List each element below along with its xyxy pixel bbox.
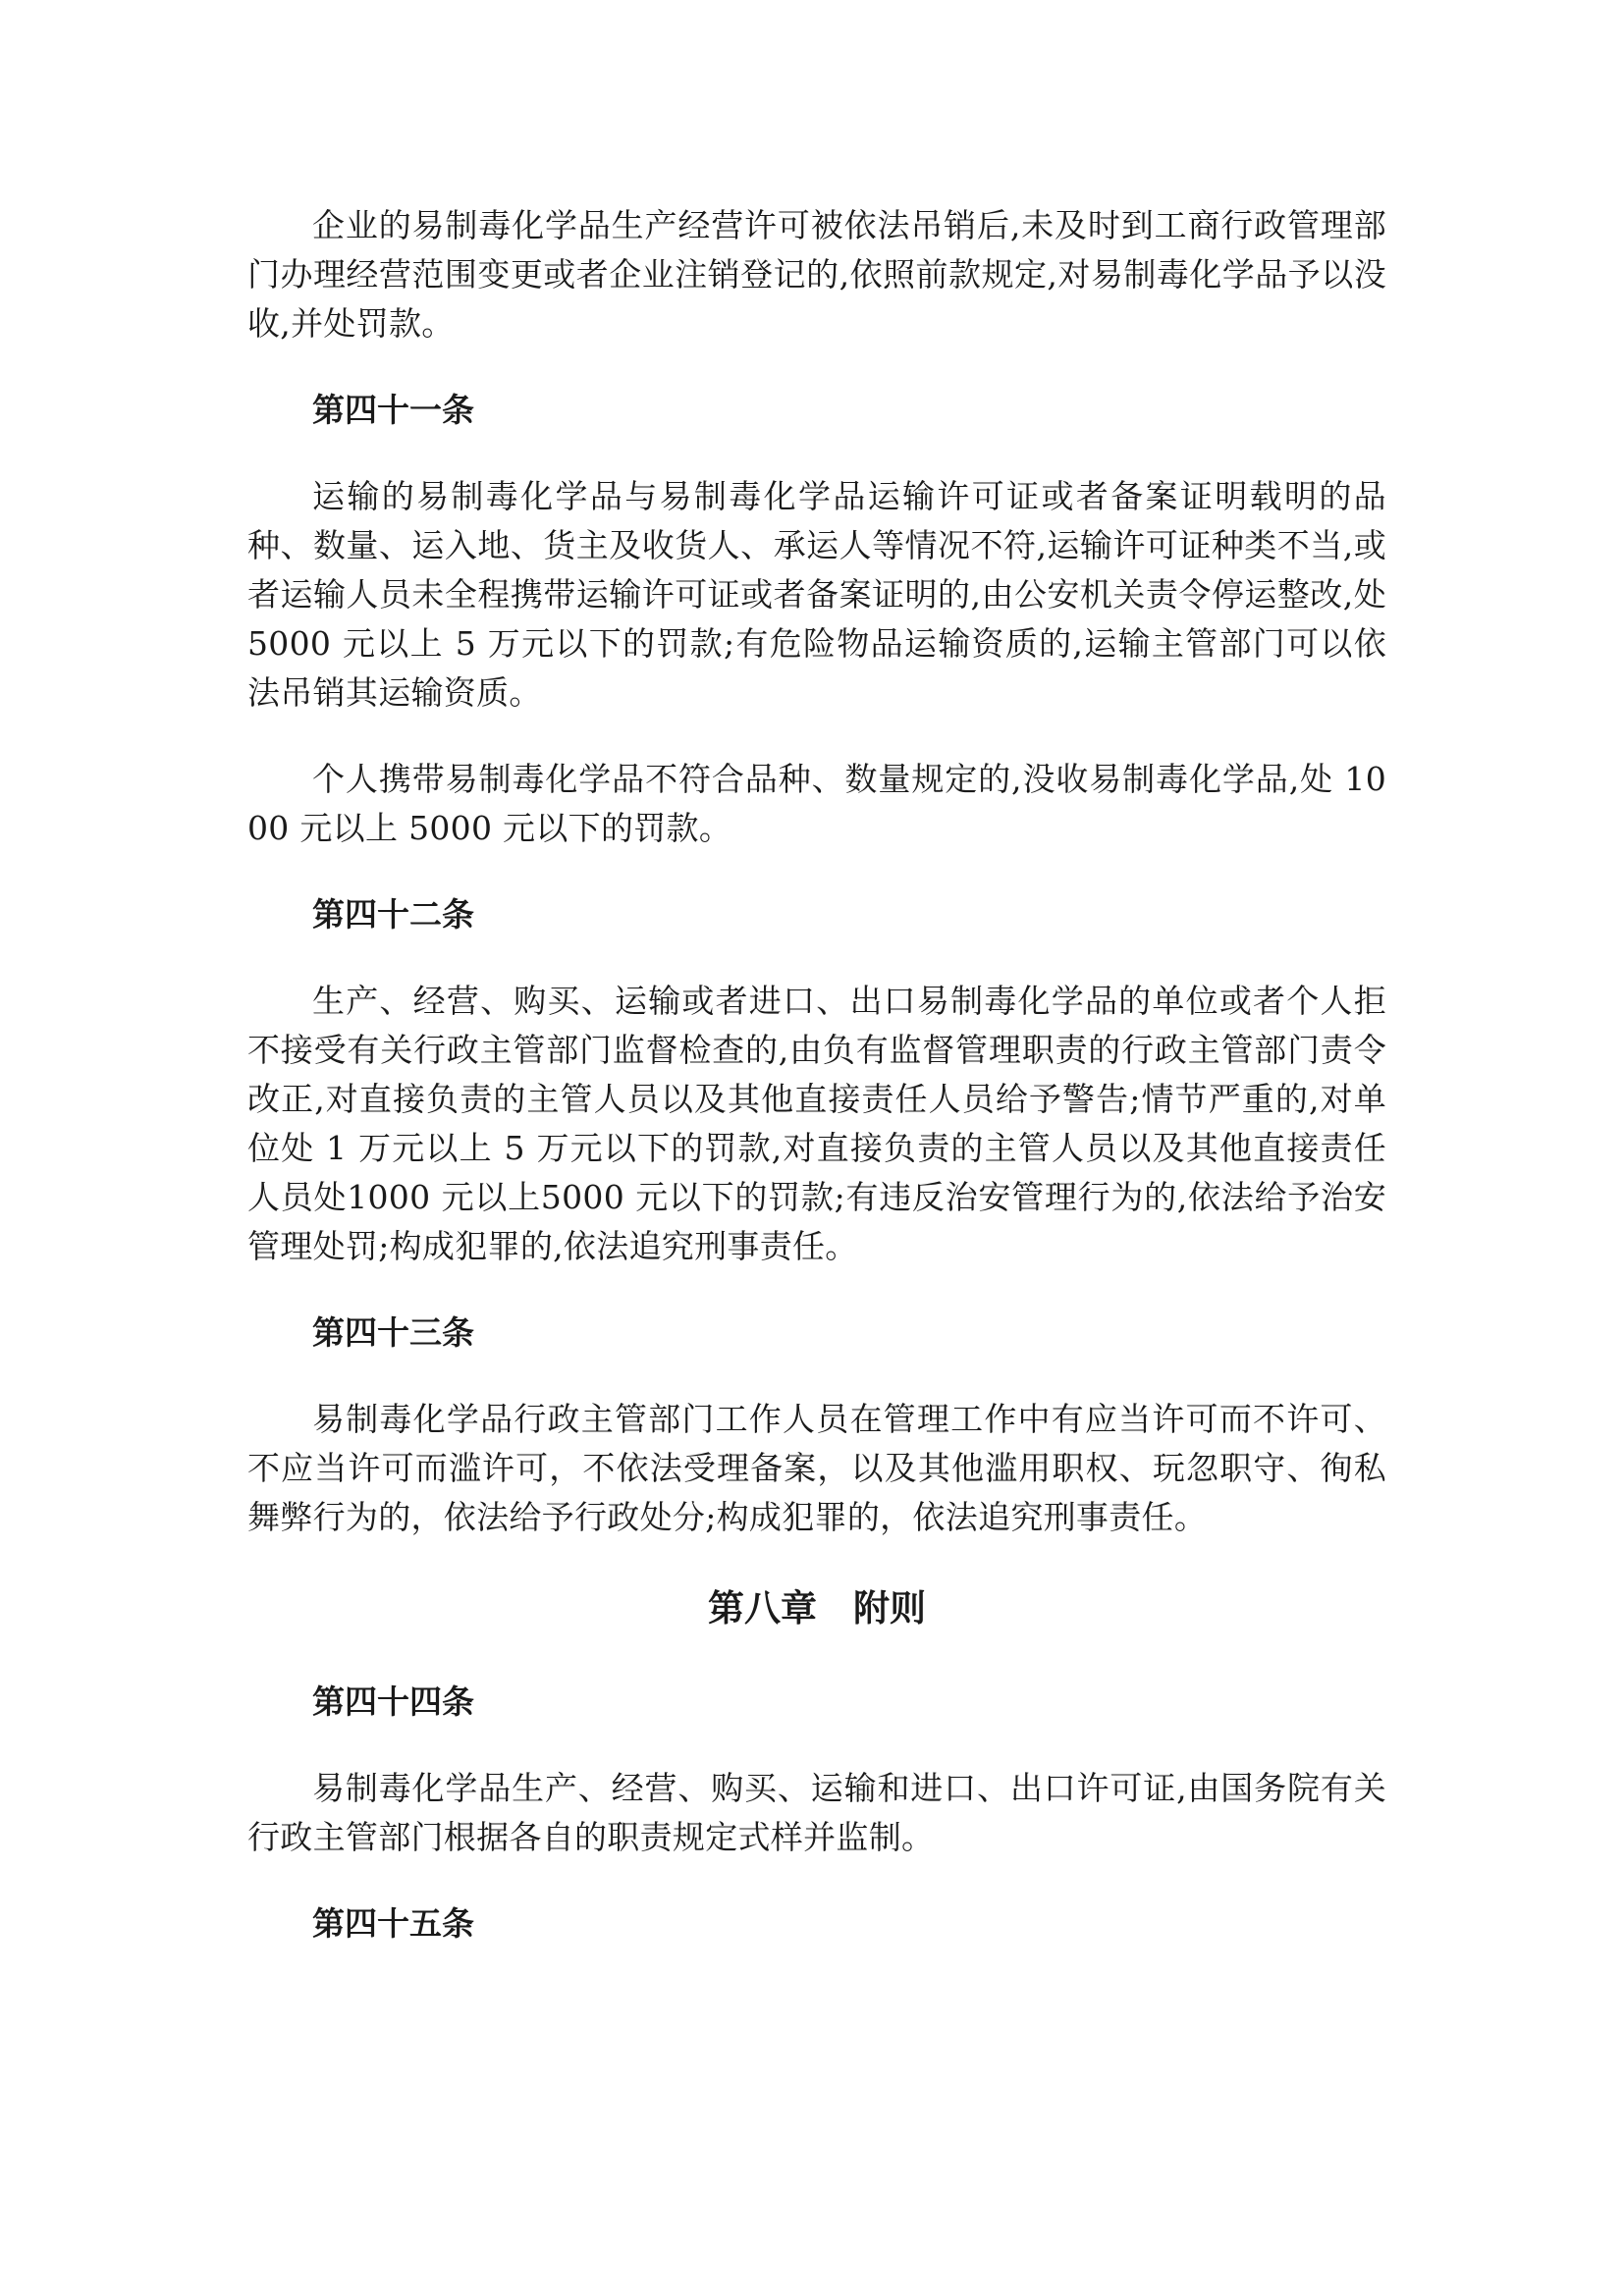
paragraph-transport-penalty: 运输的易制毒化学品与易制毒化学品运输许可证或者备案证明载明的品种、数量、运入地、货主及收货人、承运人等情况不符,运输许可证种类不当,或者运输人员未全程携带运输许可证或者备案证明的,由公安机关责令停运整改,处 5000 元以上 5 万元以下的罚款;有危险物品运输资质的,运输主管部门可以依法吊销其运输资质。 (247, 477, 1386, 712)
paragraph-revocation-penalty: 企业的易制毒化学品生产经营许可被依法吊销后,未及时到工商行政管理部门办理经营范围变更或者企业注销登记的,依照前款规定,对易制毒化学品予以没收,并处罚款。 (247, 206, 1386, 343)
paragraph-inspection-refusal-penalty: 生产、经营、购买、运输或者进口、出口易制毒化学品的单位或者个人拒不接受有关行政主管部门监督检查的,由负有监督管理职责的行政主管部门责令改正,对直接负责的主管人员以及其他直接责任人员给予警告;情节严重的,对单位处 1 万元以上 5 万元以下的罚款,对直接负责的主管人员以及其他直接责任人员处1000 元以上5000 元以下的罚款;有违反治安管理行为的,依法给予治安管理处罚;构成犯罪的,依法追究刑事责任。 (247, 982, 1386, 1265)
article-heading-41: 第四十一条 (312, 391, 474, 429)
article-heading-42: 第四十二条 (312, 895, 474, 934)
chapter-heading-8: 第八章 附则 (708, 1587, 926, 1629)
article-heading-44: 第四十四条 (312, 1682, 474, 1721)
paragraph-official-misconduct: 易制毒化学品行政主管部门工作人员在管理工作中有应当许可而不许可、不应当许可而滥许可，不依法受理备案，以及其他滥用职权、玩忽职守、徇私舞弊行为的，依法给予行政处分;构成犯罪的，依法追究刑事责任。 (247, 1400, 1386, 1536)
article-heading-43: 第四十三条 (312, 1313, 474, 1352)
document-body (247, 201, 1386, 1986)
paragraph-personal-carry-penalty: 个人携带易制毒化学品不符合品种、数量规定的,没收易制毒化学品,处 1000 元以上 5000 元以下的罚款。 (247, 760, 1386, 847)
paragraph-license-format: 易制毒化学品生产、经营、购买、运输和进口、出口许可证,由国务院有关行政主管部门根据各自的职责规定式样并监制。 (247, 1769, 1386, 1856)
article-heading-45: 第四十五条 (312, 1904, 474, 1943)
